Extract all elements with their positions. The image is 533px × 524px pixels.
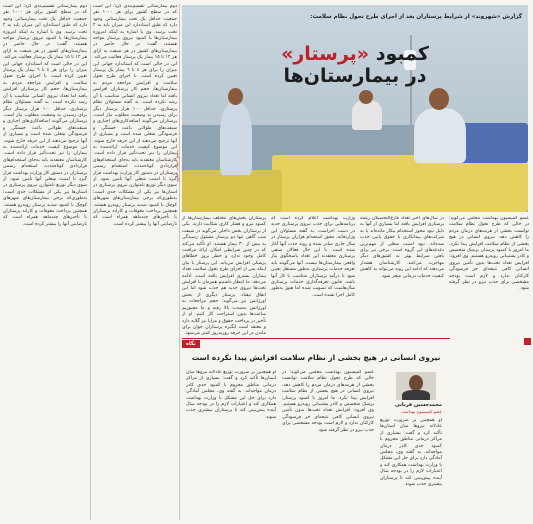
author-shoulders xyxy=(402,390,430,400)
headline xyxy=(182,43,528,87)
photo-person xyxy=(352,100,382,130)
column-second: دوم بیمارستانی تقسیم‌بندی کرد؛ این است که در سطح کشور برای هر ١٠٠٠ نفر جمعیت حداقل یک تخت بیمارستانی وجود دارد که طبق استاندارد این میزان باید به ٢ تخت برسد. وی با اشاره به اینکه امروزه بیمارستان‌ها با کمبود نیروی پرستار مواجه هستند، گفت: در حال حاضر در بیمارستان‌های کشور در هر شیفت به ازای هر ١٢ تا ١٥ بیمار یک پرستار فعالیت می‌کند. این در حالی است که استاندارد جهانی این میزان را برای هر ٤ تا ٦ بیمار یک پرستار تعیین کرده است. با اجرای طرح تحول سلامت و افزایش مراجعه مردم به بیمارستان‌ها، حجم کار پرستاران افزایش یافته اما تعداد نیروی انسانی متناسب با آن رشد نکرده است. به گفته مسئولان نظام پرستاری، حداقل ١٠٠ هزار پرستار دیگر برای رسیدن به وضعیت مطلوب نیاز است. پرستاران می‌گویند اضافه‌کاری‌های اجباری و شیفت‌های طولانی باعث خستگی و فرسودگی شغلی شده است و بسیاری از آنها ترجیح می‌دهند از این حرفه خارج شوند. این موضوع کیفیت خدمات ارائه‌شده به بیماران را نیز تحت‌تأثیر قرار داده است. کارشناسان معتقدند باید به‌جای استخدام‌های قراردادی کوتاه‌مدت، استخدام رسمی پرستاران در دستور کار وزارت بهداشت قرار گیرد تا امنیت شغلی آنها تأمین شود. از سوی دیگر توزیع نامتوازن نیروی پرستاری در استان‌ها نیز یکی از مشکلات جدی است؛ به‌طوری‌که برخی بیمارستان‌های شهرهای کوچک با کمبود شدید پرستار روبه‌رو هستند. همچنین پرداخت معوقات و کارانه پرستاران با تأخیرهای چندماهه همراه است که نارضایتی آنها را بیشتر کرده است. xyxy=(93,4,177,227)
column-left: دوم بیمارستانی تقسیم‌بندی کرد؛ این است که در سطح کشور برای هر ١٠٠٠ نفر جمعیت حداقل یک تخت بیمارستانی وجود دارد که طبق استاندارد این میزان باید به ٢ تخت برسد. وی با اشاره به اینکه امروزه بیمارستان‌ها با کمبود نیروی پرستار مواجه هستند، گفت: در حال حاضر در بیمارستان‌های کشور در هر شیفت به ازای هر ١٢ تا ١٥ بیمار یک پرستار فعالیت می‌کند. این در حالی است که استاندارد جهانی این میزان را برای هر ٤ تا ٦ بیمار یک پرستار تعیین کرده است. با اجرای طرح تحول سلامت و افزایش مراجعه مردم به بیمارستان‌ها، حجم کار پرستاران افزایش یافته اما تعداد نیروی انسانی متناسب با آن رشد نکرده است. به گفته مسئولان نظام پرستاری، حداقل ١٠٠ هزار پرستار دیگر برای رسیدن به وضعیت مطلوب نیاز است. پرستاران می‌گویند اضافه‌کاری‌های اجباری و شیفت‌های طولانی باعث خستگی و فرسودگی شغلی شده است و بسیاری از آنها ترجیح می‌دهند از این حرفه خارج شوند. این موضوع کیفیت خدمات ارائه‌شده به بیماران را نیز تحت‌تأثیر قرار داده است. کارشناسان معتقدند باید به‌جای استخدام‌های قراردادی کوتاه‌مدت، استخدام رسمی پرستاران در دستور کار وزارت بهداشت قرار گیرد تا امنیت شغلی آنها تأمین شود. از سوی دیگر توزیع نامتوازن نیروی پرستاری در استان‌ها نیز یکی از مشکلات جدی است؛ به‌طوری‌که برخی بیمارستان‌های شهرهای کوچک با کمبود شدید پرستار روبه‌رو هستند. همچنین پرداخت معوقات و کارانه پرستاران با تأخیرهای چندماهه همراه است که نارضایتی آنها را بیشتر کرده است. xyxy=(3,4,87,227)
column-divider xyxy=(179,4,180,520)
headline-kicker: گزارش «شهروند» از شرایط پرستاران بعد از اجرای طرح تحول نظام سلامت: xyxy=(310,14,522,20)
photo-head xyxy=(429,88,449,110)
author-box xyxy=(378,372,444,522)
photo-bed xyxy=(272,155,528,212)
author-name: محمدحسین قربانی xyxy=(395,402,442,408)
photo-person xyxy=(220,103,252,175)
column-c3: وزارت بهداشت اعلام کرده است که برنامه‌هایی برای جذب نیروی پرستاری جدید در دست اجراست. به گفته مسئولان این وزارتخانه، مجوز استخدام هزاران پرستار در سال جاری صادر شده و روند جذب آنها آغاز شده است. با این حال فعالان صنفی پرستاری معتقدند این تعداد پاسخگوی نیاز واقعی بیمارستان‌ها نیست. آنها می‌گویند باید تعرفه خدمات پرستاری به‌طور مستقل تعیین شود تا درآمد پرستاران متناسب با کار آنها باشد. قانون تعرفه‌گذاری خدمات پرستاری سال‌هاست که تصویب شده اما هنوز به‌طور کامل اجرا نشده است. xyxy=(271,216,355,298)
column-c2: پرستاران بخش‌های مختلف بیمارستان‌ها از کمبود نیرو و فشار کاری شکایت دارند. یکی از پرستاران بخش داخلی می‌گوید در شیفت شب گاهی تنها دو پرستار مسئول رسیدگی به بیش از ٣٠ بیمار هستند. او تأکید می‌کند که در چنین شرایطی امکان ارائه مراقبت کامل وجود ندارد و خطر بروز خطاهای پزشکی افزایش می‌یابد. این پرستار با بیان اینکه پس از اجرای طرح تحول سلامت تعداد بیماران بستری افزایش یافته است، ادامه می‌دهد: ما انتظار داشتیم همزمان با افزایش تخت‌ها نیروی جدید هم جذب شود اما این اتفاق نیفتاد. پرستار دیگری از بخش اورژانس نیز می‌گوید: حجم مراجعات به اورژانس به‌شدت بالا رفته و ما مجبوریم ساعت‌ها بدون استراحت کار کنیم. او از تأخیر در پرداخت حقوق و مزایا نیز گلایه دارد و معتقد است انگیزه پرستاران جوان برای ماندن در این حرفه روزبه‌روز کمتر می‌شود. xyxy=(182,216,266,336)
author-head xyxy=(409,375,423,391)
opinion-column-3: او همچنین بر ضرورت توزیع عادلانه نیروها میان استان‌ها تأکید کرد و گفت: بسیاری از مراکز درمانی مناطق محروم با کمبود جدی کادر درمان مواجه‌اند. به گفته وی، مجلس آمادگی دارد برای حل این مشکل با وزارت بهداشت همکاری کند و اعتبارات لازم را در بودجه سال آینده پیش‌بینی کند تا پرستاران بیشتری جذب شوند. xyxy=(380,418,442,488)
photo-person xyxy=(414,108,466,163)
column-divider xyxy=(90,4,91,520)
section-corner-mark xyxy=(524,338,531,345)
opinion-tag: نگاه xyxy=(182,340,200,348)
column-c5: عضو کمیسیون بهداشت مجلس می‌گوید: در حالی که طرح تحول نظام سلامت توانست بخشی از هزینه‌های درمان مردم را کاهش دهد، نیروی انسانی در هیچ بخشی از نظام سلامت افزایش پیدا نکرد. ما امروز با کمبود پرستار، پزشک متخصص و کادر پشتیبانی روبه‌رو هستیم. وی افزود: افزایش تعداد تخت‌ها بدون تأمین نیروی انسانی کافی نتیجه‌ای جز فرسودگی کارکنان ندارد و لازم است بودجه مشخصی برای جذب نیرو در نظر گرفته شود. xyxy=(449,216,529,292)
headline-word: کمبود xyxy=(375,43,429,65)
author-role: عضو کمیسیون بهداشت xyxy=(401,409,442,414)
author-photo xyxy=(396,372,436,400)
photo-caption: عکس: تزئینی است xyxy=(176,150,181,183)
headline-highlight: «پرستار» xyxy=(281,43,370,65)
headline-line2: در بیمارستان‌ها xyxy=(283,65,427,87)
opinion-column-2: عضو کمیسیون بهداشت مجلس می‌گوید: در حالی که طرح تحول نظام سلامت توانست بخشی از هزینه‌های درمان مردم را کاهش دهد، نیروی انسانی در هیچ بخشی از نظام سلامت افزایش پیدا نکرد. ما امروز با کمبود پرستار، پزشک متخصص و کادر پشتیبانی روبه‌رو هستیم. وی افزود: افزایش تعداد تخت‌ها بدون تأمین نیروی انسانی کافی نتیجه‌ای جز فرسودگی کارکنان ندارد و لازم است بودجه مشخصی برای جذب نیرو در نظر گرفته شود. xyxy=(282,370,374,433)
opinion-column-1: او همچنین بر ضرورت توزیع عادلانه نیروها میان استان‌ها تأکید کرد و گفت: بسیاری از مراکز درمانی مناطق محروم با کمبود جدی کادر درمان مواجه‌اند. به گفته وی، مجلس آمادگی دارد برای حل این مشکل با وزارت بهداشت همکاری کند و اعتبارات لازم را در بودجه سال آینده پیش‌بینی کند تا پرستاران بیشتری جذب شوند. xyxy=(186,370,276,420)
photo-head xyxy=(359,90,373,104)
opinion-title: نیروی انسانی در هیچ بخشی از نظام سلامت افزایش پیدا نکرده است xyxy=(191,353,441,362)
column-c4: در سال‌های اخیر تعداد فارغ‌التحصیلان رشته پرستاری افزایش یافته اما بسیاری از آنها به دلیل نبود مجوز استخدام بیکار مانده‌اند یا به شرکت‌های پیمانکاری با حقوق پایین جذب شده‌اند. نبود امنیت شغلی از مهم‌ترین دغدغه‌های این گروه است. برخی نیز برای یافتن شرایط بهتر به کشورهای دیگر مهاجرت می‌کنند. کارشناسان هشدار می‌دهند که ادامه این روند می‌تواند به کاهش کیفیت خدمات درمانی منجر شود. xyxy=(360,216,444,279)
photo-head xyxy=(228,88,243,105)
photo-bed xyxy=(182,170,282,212)
lead-photo xyxy=(182,5,528,212)
